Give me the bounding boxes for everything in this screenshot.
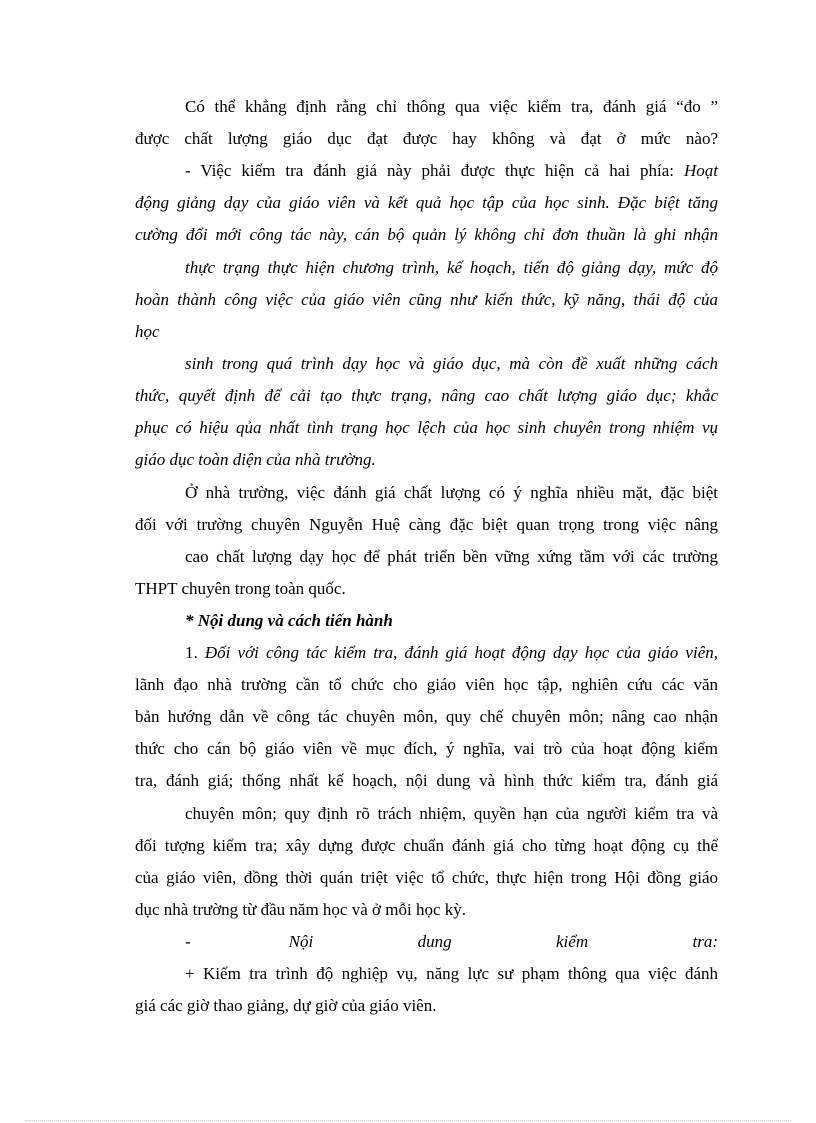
- paragraph-line: đối với trường chuyên Nguyễn Huệ càng đặc biệt quan trọng trong việc nâng: [135, 515, 718, 534]
- paragraph-line: sinh trong quá trình dạy học và giáo dục, mà còn đề xuất những cách: [185, 354, 718, 373]
- paragraph-line: + Kiểm tra trình độ nghiệp vụ, năng lực sư phạm thông qua việc đánh: [185, 964, 718, 983]
- paragraph-line: đối tượng kiểm tra; xây dựng được chuẩn đánh giá cho từng hoạt động cụ thể: [135, 836, 718, 855]
- subheading-line: [185, 930, 718, 954]
- paragraph-line: cường đổi mới công tác này, cán bộ quản lý không chỉ đơn thuần là ghi nhận: [135, 225, 718, 244]
- paragraph-line: thực trạng thực hiện chương trình, kế hoạch, tiến độ giảng dạy, mức độ: [185, 258, 718, 277]
- paragraph-line: giáo dục toàn diện của nhà trường.: [135, 450, 376, 469]
- paragraph-line: thức cho cán bộ giáo viên về mục đích, ý nghĩa, vai trò của hoạt động kiểm: [135, 739, 718, 758]
- paragraph-line: được chất lượng giáo dục đạt được hay không và đạt ở mức nào?: [135, 129, 718, 148]
- paragraph-line: tra, đánh giá; thống nhất kế hoạch, nội dung và hình thức kiểm tra, đánh giá: [135, 771, 718, 790]
- line-text: - Việc kiểm tra đánh giá này phải được thực hiện cả hai phía:: [185, 161, 684, 180]
- paragraph-line: bản hướng dẫn về công tác chuyên môn, quy chế chuyên môn; nâng cao nhận: [135, 707, 718, 726]
- subheading-content: Nội dung kiểm tra:: [288, 932, 718, 951]
- line-text-italic: Hoạt: [684, 161, 718, 180]
- paragraph-line: lãnh đạo nhà trường cần tổ chức cho giáo viên học tập, nghiên cứu các văn: [135, 675, 718, 694]
- paragraph-line: động giảng dạy của giáo viên và kết quả học tập của học sinh. Đặc biệt tăng: [135, 193, 718, 212]
- section-heading: * Nội dung và cách tiến hành: [185, 611, 393, 630]
- paragraph-line: giá các giờ thao giảng, dự giờ của giáo viên.: [135, 996, 437, 1015]
- paragraph-line: thức, quyết định để cải tạo thực trạng, nâng cao chất lượng giáo dục; khắc: [135, 386, 718, 405]
- paragraph-line: [185, 641, 718, 665]
- line-text-italic: Đối với công tác kiểm tra, đánh giá hoạt động dạy học của giáo viên,: [204, 643, 718, 662]
- paragraph-line: THPT chuyên trong toàn quốc.: [135, 579, 346, 598]
- paragraph-line: của giáo viên, đồng thời quán triệt việc tổ chức, thực hiện trong Hội đồng giáo: [135, 868, 718, 887]
- paragraph-line: Ở nhà trường, việc đánh giá chất lượng có ý nghĩa nhiều mặt, đặc biệt: [185, 483, 718, 502]
- paragraph-line: hoàn thành công việc của giáo viên cũng như kiến thức, kỹ năng, thái độ của: [135, 290, 718, 309]
- dash-bullet: -: [185, 932, 191, 951]
- paragraph-line: dục nhà trường từ đầu năm học và ở mỗi học kỳ.: [135, 900, 467, 919]
- paragraph-line: [185, 159, 718, 183]
- paragraph-line: cao chất lượng dạy học để phát triển bền vững xứng tầm với các trường: [185, 547, 718, 566]
- paragraph-line: Có thể khẳng định rằng chỉ thông qua việc kiểm tra, đánh giá “đo ”: [185, 97, 718, 116]
- page-divider: [25, 1120, 791, 1121]
- paragraph-line: học: [135, 322, 160, 341]
- paragraph-line: phục có hiệu qủa nhất tình trạng học lệch của học sinh chuyên trong nhiệm vụ: [135, 418, 718, 437]
- paragraph-line: chuyên môn; quy định rõ trách nhiệm, quyền hạn của người kiểm tra và: [185, 804, 718, 823]
- list-number: 1.: [185, 643, 205, 662]
